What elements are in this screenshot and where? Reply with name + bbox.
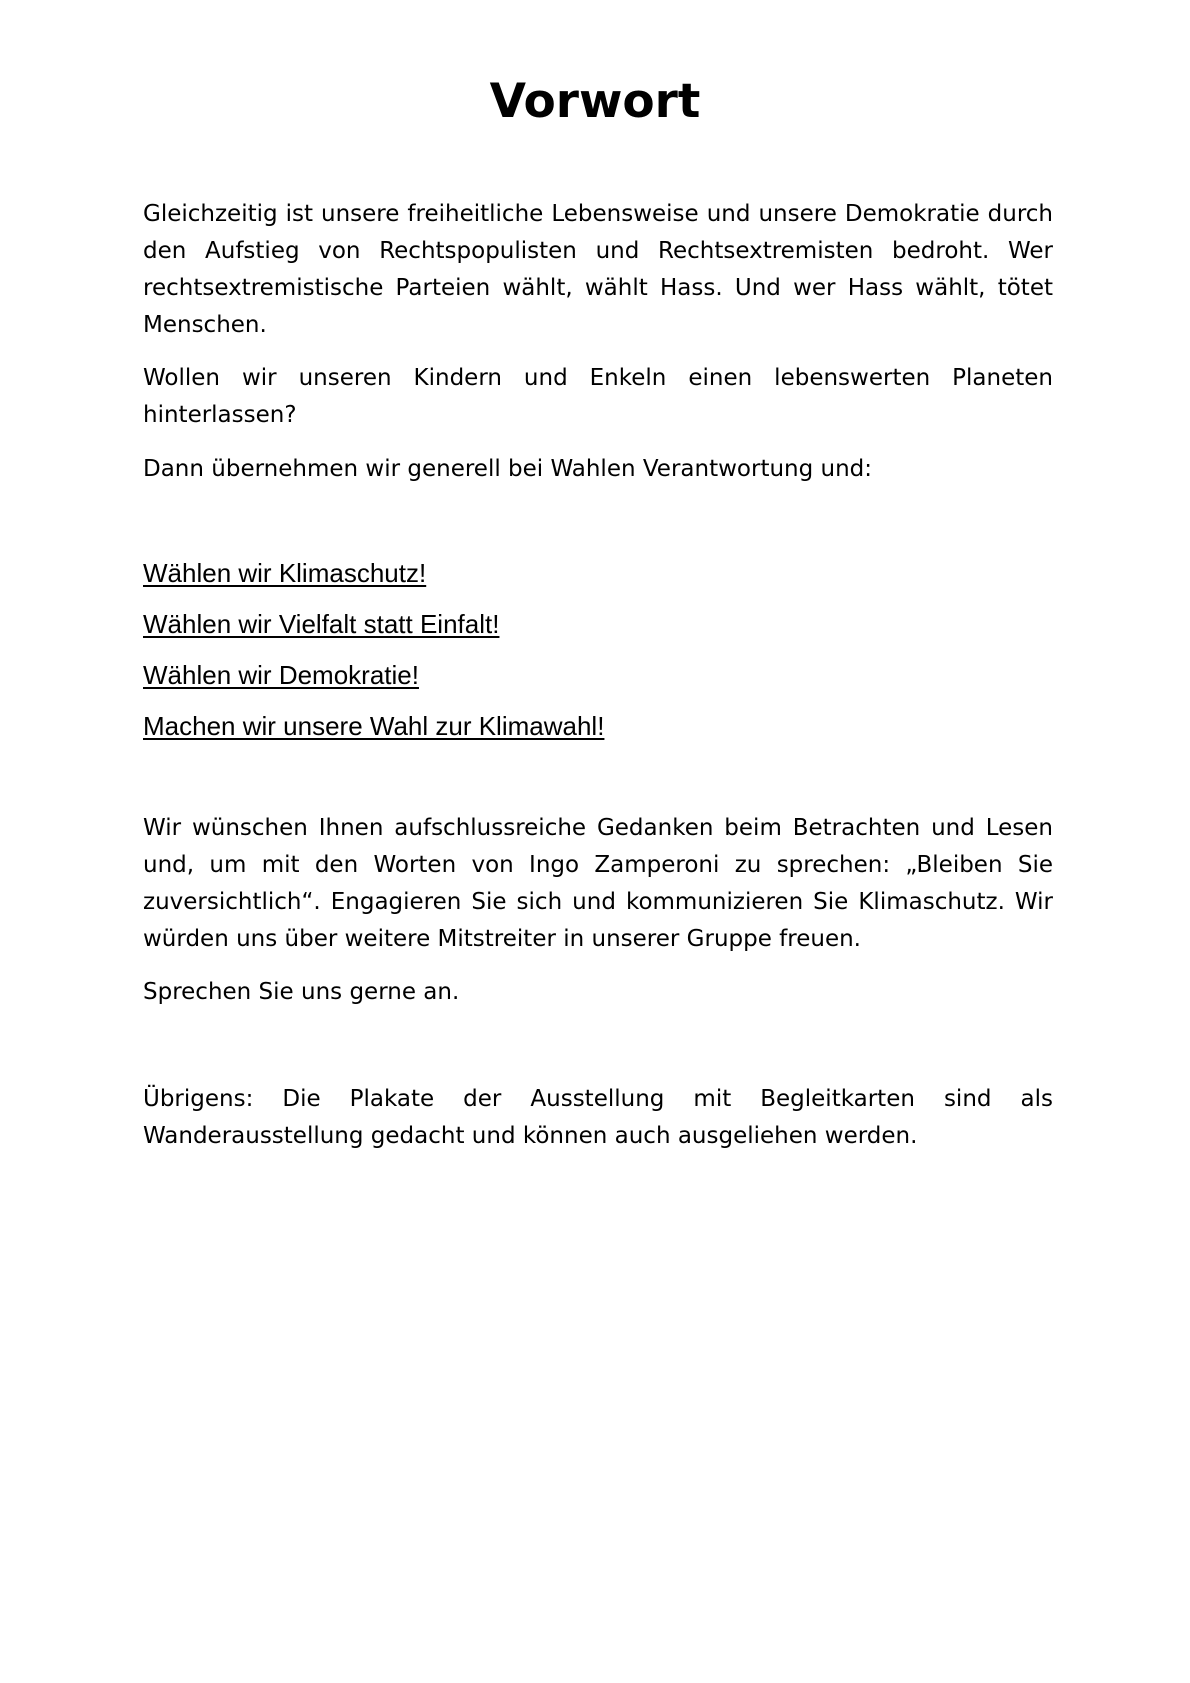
slogan-climate-vote: Machen wir unsere Wahl zur Klimawahl! xyxy=(143,711,605,741)
paragraph-question: Wollen wir unseren Kindern und Enkeln einen lebenswerten Planeten hinterlassen? xyxy=(143,365,1053,428)
paragraph-contact: Sprechen Sie uns gerne an. xyxy=(143,979,460,1005)
slogan-diversity: Wählen wir Vielfalt statt Einfalt! xyxy=(143,609,500,639)
page-title: Vorwort xyxy=(489,74,701,129)
paragraph-responsibility: Dann übernehmen wir generell bei Wahlen Verantwortung und: xyxy=(143,456,873,482)
paragraph-wishes: Wir wünschen Ihnen aufschlussreiche Gedanken beim Betrachten und Lesen und, um mit den Worten von Ingo Zamperoni zu sprechen: „Bleiben Sie zuversichtlich“. Engagieren Sie sich und kommunizieren Sie Klimaschutz. Wir würden uns über weitere Mitstreiter in unserer Gruppe freuen. xyxy=(143,815,1053,952)
slogan-climate: Wählen wir Klimaschutz! xyxy=(143,558,427,588)
slogan-democracy: Wählen wir Demokratie! xyxy=(143,660,419,690)
paragraph-exhibition: Übrigens: Die Plakate der Ausstellung mit Begleitkarten sind als Wanderausstellung gedacht und können auch ausgeliehen werden. xyxy=(143,1086,1053,1149)
paragraph-intro: Gleichzeitig ist unsere freiheitliche Lebensweise und unsere Demokratie durch den Aufstieg von Rechtspopulisten und Rechtsextremisten bedroht. Wer rechtsextremistische Parteien wählt, wählt Hass. Und wer Hass wählt, tötet Menschen. xyxy=(143,201,1053,338)
